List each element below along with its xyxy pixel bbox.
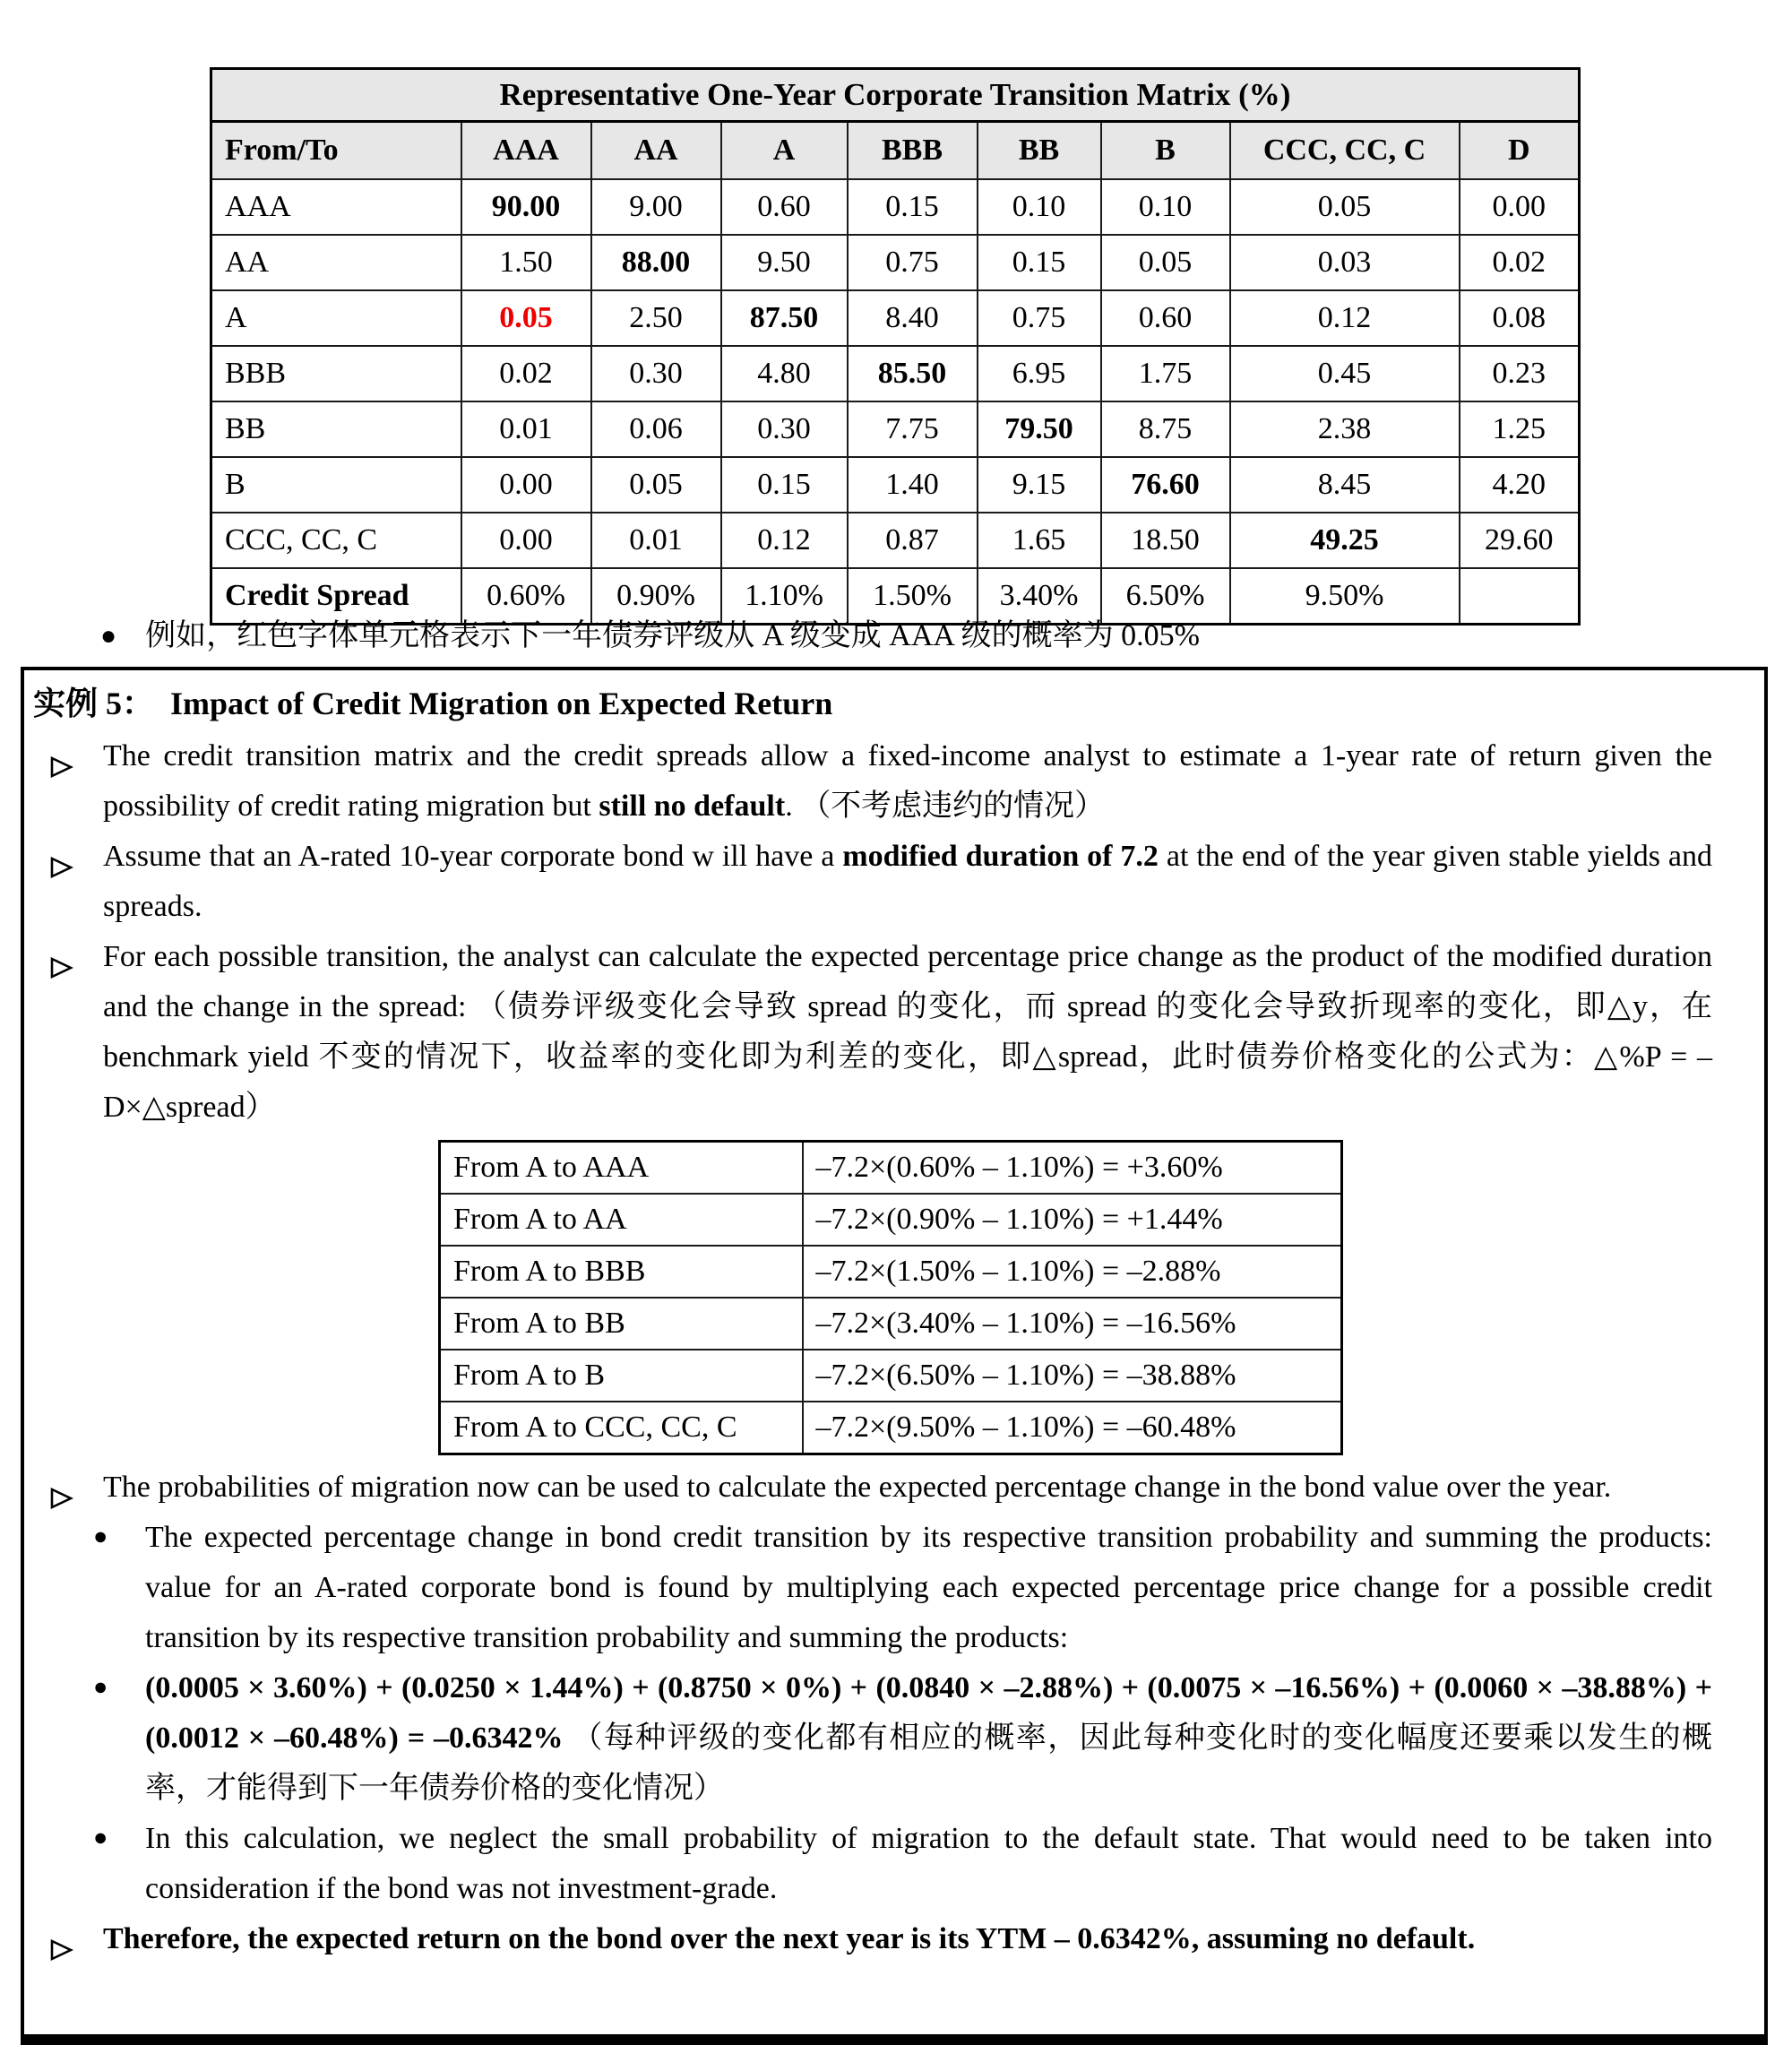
calc-formula-cell: –7.2×(0.90% – 1.10%) = +1.44% <box>803 1194 1342 1246</box>
text-run: . （不考虑违约的情况） <box>785 790 1106 823</box>
matrix-cell: 0.45 <box>1230 346 1460 401</box>
matrix-cell: 88.00 <box>591 235 721 290</box>
matrix-title: Representative One-Year Corporate Transition Matrix (%) <box>211 69 1580 122</box>
example-box <box>21 667 1768 2045</box>
calc-formula-cell: –7.2×(3.40% – 1.10%) = –16.56% <box>803 1298 1342 1350</box>
matrix-cell: 90.00 <box>461 179 591 235</box>
bullet-price-change <box>103 932 1712 1133</box>
matrix-cell: 2.50 <box>591 290 721 346</box>
circle-bullet-icon: ● <box>93 1824 108 1851</box>
matrix-cell: 9.15 <box>978 457 1101 513</box>
bullet-assume-duration <box>103 832 1712 932</box>
bullet-credit-transition <box>103 731 1712 832</box>
text-run: （每种评级的变化都有相应的概率，因此每种变化时的变化幅度还要乘以发生的概率，才能得到下一年债券价格的变化情况） <box>145 1721 1712 1805</box>
arrow-bullet-icon <box>49 945 73 969</box>
matrix-cell: 18.50 <box>1101 513 1230 568</box>
text-run: The probabilities of migration now can be used to calculate the expected percentage change in the bond value over the year. <box>103 1471 1612 1504</box>
text-run: Assume that an A-rated 10-year corporate bond w ill have a <box>103 840 843 873</box>
circle-bullet-icon: ● <box>93 1673 108 1700</box>
matrix-cell: 9.50 <box>721 235 848 290</box>
matrix-cell: 0.60% <box>461 568 591 625</box>
matrix-cell: 9.00 <box>591 179 721 235</box>
calc-transition-cell: From A to AA <box>440 1194 803 1246</box>
matrix-cell: 8.45 <box>1230 457 1460 513</box>
matrix-cell: 0.05 <box>591 457 721 513</box>
matrix-cell: 79.50 <box>978 401 1101 457</box>
sub-bullet-expected-change <box>93 1513 1712 1663</box>
matrix-row-label: A <box>211 290 461 346</box>
calc-row <box>440 1246 1342 1298</box>
matrix-row-label: Credit Spread <box>211 568 461 625</box>
text-run-bold: Therefore, the expected return on the bond over the next year is its YTM – 0.6342%, assuming no default. <box>103 1922 1476 1955</box>
matrix-cell: 2.38 <box>1230 401 1460 457</box>
matrix-body <box>211 179 1580 625</box>
text-run: For each possible transition, the analyst can calculate the expected percentage price change as the product of the modified duration and the change in the spread: （债券评级变化会导致 spread 的变化，而 spread 的变化会导致折现率的变化，即△y，在 benchmark yield 不变的情况下，收益率的变化即为利差的变化，即△spread，此时债券价格变化的公式为：△%P = – D×△spread） <box>103 940 1712 1124</box>
matrix-cell: 8.75 <box>1101 401 1230 457</box>
calc-transition-cell: From A to CCC, CC, C <box>440 1402 803 1454</box>
sub-bullet-calculation <box>93 1663 1712 1814</box>
example-heading-title: Impact of Credit Migration on Expected Return <box>170 686 833 721</box>
calc-row <box>440 1298 1342 1350</box>
matrix-row-label: BBB <box>211 346 461 401</box>
calc-transition-cell: From A to BB <box>440 1298 803 1350</box>
matrix-cell: 87.50 <box>721 290 848 346</box>
matrix-cell: 0.15 <box>848 179 978 235</box>
arrow-bullet-icon <box>49 845 73 868</box>
matrix-row <box>211 346 1580 401</box>
calc-formula-cell: –7.2×(6.50% – 1.10%) = –38.88% <box>803 1350 1342 1402</box>
text-run: The expected percentage change in bond credit transition by its respective transition probability and summing the products: value for an A-rated corporate bond is found by multiplying each expected percentage price change for a possible credit transition by its respective transition probability and summing the products: <box>145 1521 1712 1654</box>
calc-transition-cell: From A to AAA <box>440 1142 803 1195</box>
matrix-cell: 0.60 <box>1101 290 1230 346</box>
calc-transition-cell: From A to BBB <box>440 1246 803 1298</box>
matrix-col-header: BB <box>978 122 1101 180</box>
matrix-cell: 0.08 <box>1460 290 1580 346</box>
matrix-col-header: A <box>721 122 848 180</box>
matrix-corner-header: From/To <box>211 122 461 180</box>
calc-row <box>440 1194 1342 1246</box>
matrix-cell: 0.06 <box>591 401 721 457</box>
matrix-cell: 0.30 <box>591 346 721 401</box>
matrix-cell: 85.50 <box>848 346 978 401</box>
matrix-cell: 0.75 <box>848 235 978 290</box>
matrix-cell: 1.10% <box>721 568 848 625</box>
matrix-cell: 1.25 <box>1460 401 1580 457</box>
example-heading <box>33 677 1710 729</box>
text-run: In this calculation, we neglect the small probability of migration to the default state. That would need to be taken into consideration if the bond was not investment-grade. <box>145 1822 1712 1905</box>
matrix-cell: 0.15 <box>721 457 848 513</box>
matrix-cell: 0.01 <box>591 513 721 568</box>
matrix-cell: 0.00 <box>1460 179 1580 235</box>
arrow-bullet-icon <box>49 1928 73 1951</box>
matrix-cell: 9.50% <box>1230 568 1460 625</box>
matrix-cell: 0.05 <box>461 290 591 346</box>
matrix-cell: 0.05 <box>1101 235 1230 290</box>
text-run-bold: (0.0005 × 3.60%) + (0.0250 × 1.44%) + (0.8750 × 0%) + (0.0840 × –2.88%) + (0.0075 × –16.56%) + (0.0060 × –38.88%) + (0.0012 × –60.48%) = –0.6342% <box>145 1671 1712 1755</box>
calc-transition-cell: From A to B <box>440 1350 803 1402</box>
matrix-cell: 8.40 <box>848 290 978 346</box>
calc-table <box>438 1140 1343 1455</box>
matrix-row <box>211 235 1580 290</box>
matrix-cell: 29.60 <box>1460 513 1580 568</box>
matrix-cell: 0.87 <box>848 513 978 568</box>
text-run-bold: still no default <box>599 790 786 823</box>
matrix-cell: 4.80 <box>721 346 848 401</box>
matrix-col-header: D <box>1460 122 1580 180</box>
circle-bullet-icon: ● <box>93 1523 108 1549</box>
matrix-cell: 0.23 <box>1460 346 1580 401</box>
matrix-cell: 76.60 <box>1101 457 1230 513</box>
arrow-bullet-icon <box>49 745 73 768</box>
bullet-conclusion <box>103 1914 1712 1964</box>
matrix-cell: 4.20 <box>1460 457 1580 513</box>
matrix-row-label: AAA <box>211 179 461 235</box>
text-run: at the end of the year given stable yields and spreads. <box>103 840 1712 923</box>
matrix-cell: 0.01 <box>461 401 591 457</box>
matrix-cell: 0.05 <box>1230 179 1460 235</box>
matrix-row <box>211 457 1580 513</box>
matrix-cell: 1.40 <box>848 457 978 513</box>
matrix-row-label: CCC, CC, C <box>211 513 461 568</box>
matrix-col-header: CCC, CC, C <box>1230 122 1460 180</box>
matrix-row <box>211 179 1580 235</box>
note-bullet <box>100 617 1200 656</box>
matrix-cell: 1.75 <box>1101 346 1230 401</box>
matrix-cell: 0.03 <box>1230 235 1460 290</box>
matrix-title-row <box>211 69 1580 122</box>
calc-table-body <box>440 1142 1342 1454</box>
matrix-row-label: B <box>211 457 461 513</box>
matrix-cell: 49.25 <box>1230 513 1460 568</box>
sub-bullet-neglect-default <box>93 1814 1712 1914</box>
calc-row <box>440 1402 1342 1454</box>
bullet-probabilities <box>103 1463 1712 1513</box>
transition-matrix-table <box>210 67 1581 626</box>
matrix-header-row <box>211 122 1580 180</box>
matrix-col-header: AA <box>591 122 721 180</box>
matrix-cell: 0.30 <box>721 401 848 457</box>
matrix-cell: 0.00 <box>461 457 591 513</box>
matrix-cell: 0.12 <box>1230 290 1460 346</box>
matrix-cell <box>1460 568 1580 625</box>
matrix-cell: 0.02 <box>1460 235 1580 290</box>
matrix-cell: 6.95 <box>978 346 1101 401</box>
matrix-cell: 1.50 <box>461 235 591 290</box>
calc-formula-cell: –7.2×(9.50% – 1.10%) = –60.48% <box>803 1402 1342 1454</box>
calc-formula-cell: –7.2×(1.50% – 1.10%) = –2.88% <box>803 1246 1342 1298</box>
matrix-row <box>211 401 1580 457</box>
matrix-cell: 1.50% <box>848 568 978 625</box>
matrix-row <box>211 290 1580 346</box>
matrix-cell: 0.15 <box>978 235 1101 290</box>
matrix-cell: 0.90% <box>591 568 721 625</box>
matrix-cell: 0.00 <box>461 513 591 568</box>
arrow-bullet-icon <box>49 1476 73 1499</box>
matrix-cell: 0.12 <box>721 513 848 568</box>
text-run: The credit transition matrix and the credit spreads allow a fixed-income analyst to estimate a 1-year rate of return given the possibility of credit rating migration but <box>103 739 1712 823</box>
matrix-cell: 0.10 <box>1101 179 1230 235</box>
matrix-cell: 6.50% <box>1101 568 1230 625</box>
matrix-cell: 1.65 <box>978 513 1101 568</box>
matrix-col-header: AAA <box>461 122 591 180</box>
calc-formula-cell: –7.2×(0.60% – 1.10%) = +3.60% <box>803 1142 1342 1195</box>
matrix-col-header: BBB <box>848 122 978 180</box>
matrix-col-header: B <box>1101 122 1230 180</box>
matrix-cell: 3.40% <box>978 568 1101 625</box>
text-run-bold: modified duration of 7.2 <box>842 840 1159 873</box>
matrix-cell: 7.75 <box>848 401 978 457</box>
circle-bullet-icon: ● <box>100 621 117 651</box>
matrix-cell: 0.02 <box>461 346 591 401</box>
matrix-cell: 0.60 <box>721 179 848 235</box>
calc-row <box>440 1142 1342 1195</box>
matrix-cell: 0.10 <box>978 179 1101 235</box>
calc-row <box>440 1350 1342 1402</box>
matrix-row-label: AA <box>211 235 461 290</box>
matrix-row-label: BB <box>211 401 461 457</box>
matrix-cell: 0.75 <box>978 290 1101 346</box>
matrix-row <box>211 513 1580 568</box>
note-text: 例如，红色字体单元格表示下一年债券评级从 A 级变成 AAA 级的概率为 0.05% <box>145 619 1200 652</box>
example-heading-prefix: 实例 5： <box>33 686 155 721</box>
